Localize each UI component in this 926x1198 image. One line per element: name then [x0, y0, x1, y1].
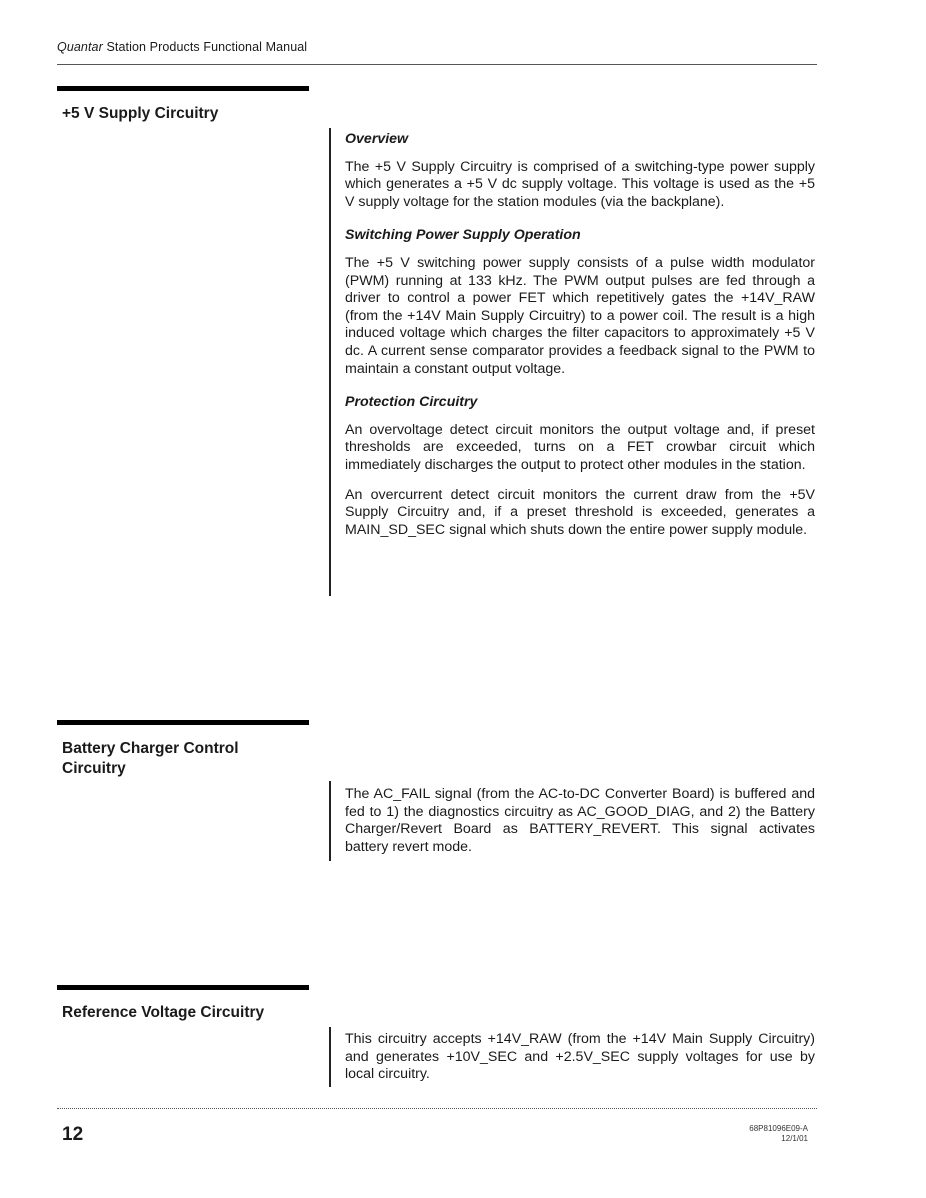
- section-body-battery: [345, 786, 815, 868]
- section-body-supply: [345, 131, 815, 551]
- doc-number: 68P81096E09-A: [749, 1124, 808, 1133]
- section-body-reference: [345, 1031, 815, 1096]
- paragraph-overvoltage: An overvoltage detect circuit monitors the output voltage and, if preset thresholds are exceeded, turns on a FET crowbar circuit which immediately discharges the output to protect other modules in the station.: [345, 421, 815, 473]
- section-title-supply: +5 V Supply Circuitry: [62, 105, 219, 122]
- section-rule-battery: [57, 720, 309, 725]
- paragraph-overcurrent: An overcurrent detect circuit monitors the current draw from the +5V Supply Circuitry and, if a preset threshold is exceeded, generates a MAIN_SD_SEC signal which shuts down the entire power supply module.: [345, 486, 815, 538]
- paragraph-switching: The +5 V switching power supply consists of a pulse width modulator (PWM) running at 133 kHz. The PWM output pulses are fed through a driver to control a power FET which repetitively gates the +14V_RAW (from the +14V Main Supply Circuitry) to a power coil. The result is a high induced voltage which charges the filter capacitors to approximately +5 V dc. A current sense comparator provides a feedback signal to the PWM to maintain a constant output voltage.: [345, 254, 815, 377]
- paragraph-battery: The AC_FAIL signal (from the AC-to-DC Converter Board) is buffered and fed to 1) the diagnostics circuitry as AC_GOOD_DIAG, and 2) the Battery Charger/Revert Board as BATTERY_REVERT. This signal activates battery revert mode.: [345, 786, 815, 855]
- subheading-switching: Switching Power Supply Operation: [345, 227, 581, 244]
- paragraph-reference: This circuitry accepts +14V_RAW (from the +14V Main Supply Circuitry) and generates +10V_SEC and +2.5V_SEC supply voltages for use by local circuitry.: [345, 1031, 815, 1083]
- section-title-battery: Battery Charger Control Circuitry: [62, 740, 239, 777]
- subheading-overview: Overview: [345, 131, 409, 147]
- running-header: [57, 40, 307, 54]
- footer-rule: [57, 1108, 817, 1109]
- section-rule-supply: [57, 86, 309, 91]
- page-number: 12: [62, 1124, 84, 1145]
- section-vrule-battery: [329, 781, 331, 861]
- footer-doc-id: [749, 1124, 808, 1144]
- paragraph-overview: The +5 V Supply Circuitry is comprised of a switching-type power supply which generates a +5 V dc supply voltage. This voltage is used as the +5 V supply voltage for the station modules (via the backplane).: [345, 158, 815, 210]
- header-rule: [57, 64, 817, 65]
- header-brand: Quantar: [57, 40, 103, 54]
- doc-date: 12/1/01: [781, 1134, 808, 1143]
- subheading-protection: Protection Circuitry: [345, 394, 478, 411]
- header-title: Station Products Functional Manual: [102, 40, 308, 54]
- section-rule-reference: [57, 985, 309, 990]
- section-title-reference: Reference Voltage Circuitry: [62, 1004, 265, 1021]
- section-vrule-reference: [329, 1027, 331, 1087]
- section-vrule-supply: [329, 128, 331, 596]
